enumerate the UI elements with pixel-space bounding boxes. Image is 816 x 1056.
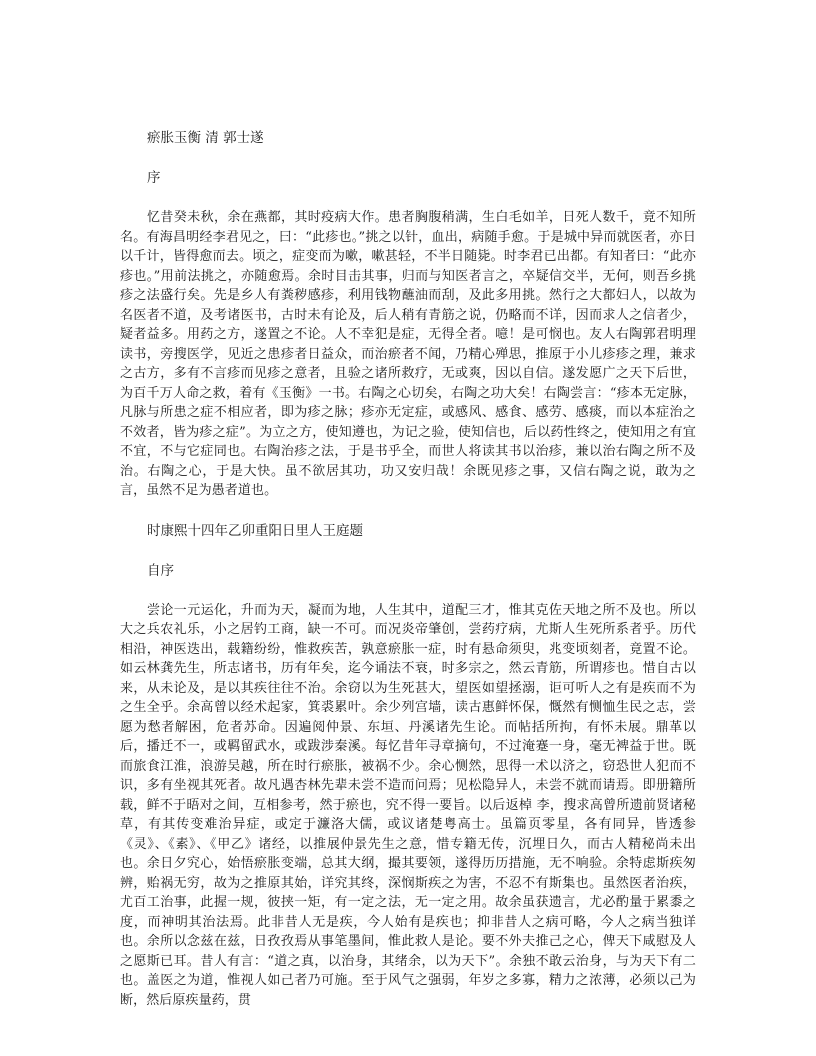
preface-signature: 时康熙十四年乙卯重阳日里人王庭题 [147,522,363,539]
preface-heading: 序 [147,170,161,186]
preface-paragraph: 忆昔癸未秋，余在燕都，其时疫病大作。患者胸腹稍满，生白毛如羊，日死人数千，竟不知所名。有海昌明经李君见之，曰：“此疹也。”挑之以针，血出，病随手愈。于是城中异而就医者，亦日以千计，皆得愈而去。顷之，症变而为嗽，嗽甚轻，不半日随毙。时李君已出都。有知者曰：“此亦疹也。”用前法挑之，亦随愈焉。余时目击其事，归而与知医者言之，卒疑信交半，无何，则吾乡挑疹之法盛行矣。先是乡人有粪秽感疹，利用钱物蘸油而刮，及此多用挑。然行之大都妇人，以故为名医者不道，及考诸医书，古时未有论及，后人稍有青筋之说，仍略而不详，因而求人之信者少，疑者益多。用药之方，遂置之不论。人不幸犯是症，无得全者。噫！是可悯也。友人右陶郭君明理读书，旁搜医学，见近之患疹者日益众，而治瘀者不闻，乃精心殚思，推原于小儿疹疹之理，兼求之古方，多有不言疹而见疹之意者，且验之诸所救疗，无或爽，因以自信。遂发愿广之天下后世，为百千万人命之救，着有《玉衡》一书。右陶之心切矣，右陶之功大矣！右陶尝言：“疹本无定脉，凡脉与所患之症不相应者，即为疹之脉；疹亦无定症，或感风、感食、感劳、感痰，而以本症治之不效者，皆为疹之症”。为立之方，使知遵也，为记之验，使知信也，后以药性终之，使知用之有宜不宜，不与它症同也。右陶治疹之法，于是书乎全，而世人将读其书以治疹，兼以治右陶之所不及治。右陶之心，于是大快。虽不欲居其功，功又安归哉！余既见疹之事，又信右陶之说，敢为之言，虽然不足为愚者道也。 [120,210,696,498]
author-preface-paragraph: 尝论一元运化，升而为天，凝而为地，人生其中，道配三才，惟其克佐天地之所不及也。所以大之兵农礼乐，小之居钓工商，缺一不可。而况炎帝肇创，尝药疗病，尤斯人生死所系者乎。历代相沿，神医迭出，载籍纷纷，惟救疾苦，孰意瘀胀一症，时有悬命须臾，兆变顷刻者，竟置不论。如云林龚先生，所志诸书，历有年矣，迄今诵法不衰，时多宗之，然云青筋，所谓疹也。惜自古以来，从未论及，是以其疾往往不治。余窃以为生死甚大，望医如望拯溺，讵可听人之有是疾而不为之生全乎。余高曾以经术起家，箕裘累叶。余少列宫墙，读古惠鲜怀保，慨然有恻恤生民之志，尝愿为愁者解困，危者苏命。因遍阅仲景、东垣、丹溪诸先生论。而帖括所拘，有怀未展。鼎革以后，播迁不一，或羁留武水，或跋涉秦溪。每忆昔年寻章摘句，不过淹蹇一身，毫无裨益于世。既而旅食江淮，浪游吴越，所在时行瘀胀，被祸不少。余心恻然，思得一术以济之，窃恐世人犯而不识，多有坐视其死者。故凡遇杏林先辈未尝不造而问焉；见松隐异人，未尝不就而请焉。即册籍所载，鲜不于晤对之间，互相参考，然于瘀也，究不得一要旨。以后返棹 李，搜求高曾所遗前贤诸秘草，有其传变难治异症，或定于濂洛大儒，或议诸楚粤高士。虽篇页零星，各有同异，皆透参《灵》、《素》、《甲乙》诸经，以推展仲景先生之意，惜专籍无传，沉埋日久，而古人精秘尚未出也。余日夕究心，始悟瘀胀变端，总其大纲，撮其要领，遂得历历措施，无不响验。余特虑斯疾匆辨，贻祸无穷，故为之推原其始，详究其终，深悯斯疾之为害，不忍不有斯集也。虽然医者治疾，尤百工治事，此握一规，彼挟一矩，有一定之法，无一定之用。故余虽获遗言，尤必酌量于累黍之度，而神明其治法焉。此非昔人无是疾，今人始有是疾也；抑非昔人之病可略，今人之病当独详也。余所以念兹在兹，日孜孜焉从事笔墨间，惟此救人是论。要不外夫推己之心，俾天下咸慰及人之愿斯已耳。昔人有言：“道之真，以治身，其绪余，以为天下”。余独不敢云治身，与为天下有二也。盖医之为道，惟视人如己者乃可施。至于风气之强弱，年岁之多寡，精力之浓薄，必须以己为断，然后原疾量药，贯 [120,602,696,1008]
author-preface-heading: 自序 [147,562,174,579]
document-page [120,128,696,1030]
document-title: 瘀胀玉衡 清 郭士遂 [147,130,264,146]
